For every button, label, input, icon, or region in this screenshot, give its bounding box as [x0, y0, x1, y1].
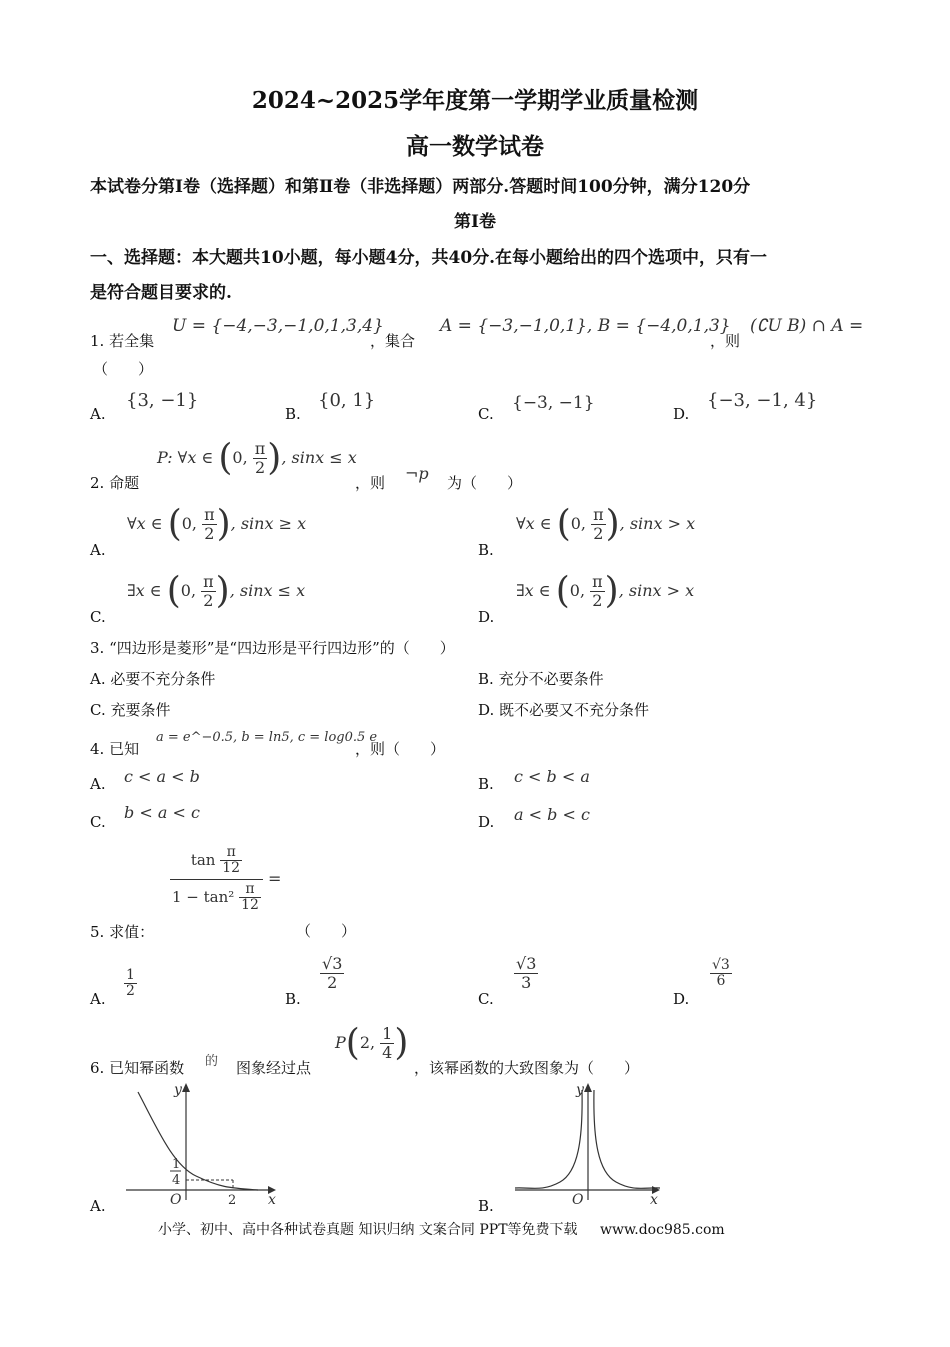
graph-a-quarter-num: 1	[172, 1157, 181, 1172]
q5-answer-paren: （ ）	[296, 922, 357, 940]
graph-b-y-arrow	[584, 1083, 592, 1092]
q1-option-c-label[interactable]: C.	[478, 405, 494, 423]
graph-a-origin: O	[170, 1192, 182, 1208]
q5-option-d-value: $\frac{√3}{6}$	[712, 957, 730, 990]
q2-close-paren: )	[267, 437, 282, 479]
q6-tail: ，该幂函数的大致图象为（ ）	[414, 1059, 640, 1077]
graph-a-y-label: y	[174, 1082, 182, 1098]
q2-neg-p: ¬p	[405, 464, 429, 483]
q1-answer-paren: （ ）	[93, 360, 154, 378]
q5-option-c-value: $\frac{√3}{3}$	[516, 954, 537, 992]
q2-option-a-value: ∀x ∈ (0, $\frac{\pi}{2}$ ), sinx ≥ x	[127, 503, 307, 545]
graph-b-origin: O	[572, 1192, 584, 1208]
graph-b-curve-left	[515, 1090, 582, 1188]
exam-intro: 本试卷分第I卷（选择题）和第Ⅱ卷（非选择题）两部分.答题时间100分钟，满分120分	[90, 177, 751, 197]
q1-option-c-value: {−3, −1}	[512, 393, 595, 413]
q3-option-d[interactable]: D. 既不必要又不充分条件	[478, 701, 650, 719]
q1-option-a-value: {3, −1}	[126, 390, 199, 411]
section-heading-line2: 是符合题目要求的.	[90, 283, 232, 303]
q5-option-b-value: $\frac{√3}{2}$	[322, 954, 343, 992]
q1-mid: ，集合	[370, 332, 416, 350]
q1-universal-set: U = {−4,−3,−1,0,1,3,4}	[172, 316, 384, 336]
graph-b-curve-right	[594, 1090, 660, 1188]
q1-sets-ab: A = {−3,−1,0,1}, B = {−4,0,1,3}	[440, 316, 731, 336]
q4-prefix: 4. 已知	[90, 740, 140, 758]
graph-a-x-label: x	[268, 1192, 276, 1208]
section-heading-line1: 一、选择题：本大题共10小题，每小题4分，共40分.在每小题给出的四个选项中，只有一	[90, 248, 768, 268]
q3-option-a[interactable]: A. 必要不充分条件	[90, 670, 216, 688]
q1-option-d-label[interactable]: D.	[673, 405, 690, 423]
q1-option-a-label[interactable]: A.	[90, 405, 106, 423]
q4-option-c-value: b < a < c	[124, 803, 200, 822]
q5-fraction: tan $\frac{\pi}{12}$ 1 − tan² $\frac{\pi}{12}$ =	[172, 844, 282, 914]
q6-de: 的	[205, 1054, 219, 1069]
q2-prefix: 2. 命题	[90, 474, 140, 492]
q5-equals: =	[268, 868, 282, 888]
q4-tail: ，则（ ）	[355, 740, 446, 758]
q2-interval-a: 0,	[232, 448, 248, 467]
q5-option-d-label[interactable]: D.	[673, 990, 690, 1008]
q2-p-tail: , sinx ≤ x	[281, 448, 357, 467]
graph-a-curve	[138, 1092, 258, 1190]
q6-prefix: 6. 已知幂函数	[90, 1059, 185, 1077]
q5-prefix: 5. 求值：	[90, 923, 155, 941]
q2-option-c-label[interactable]: C.	[90, 608, 106, 626]
graph-a-y-arrow	[182, 1083, 190, 1092]
q5-option-b-label[interactable]: B.	[285, 990, 301, 1008]
q2-pi-over-2: $\frac{\pi}{2}$	[254, 439, 266, 477]
q2-option-b-value: ∀x ∈ (0, $\frac{\pi}{2}$ ), sinx > x	[516, 503, 696, 545]
part-heading: 第I卷	[454, 212, 496, 232]
exam-title: 2024~2025学年度第一学期学业质量检测	[251, 87, 699, 114]
graph-b-y-label: y	[576, 1082, 584, 1098]
q4-option-a-label[interactable]: A.	[90, 775, 106, 793]
q6-mid: 图象经过点	[236, 1059, 312, 1077]
q2-option-b-label[interactable]: B.	[478, 541, 494, 559]
q2-option-d-label[interactable]: D.	[478, 608, 495, 626]
q6-option-a-label[interactable]: A.	[90, 1197, 106, 1215]
q3-stem: 3. “四边形是菱形”是“四边形是平行四边形”的（ ）	[90, 639, 455, 657]
q5-option-a-value: $\frac{1}{2}$	[126, 967, 135, 1000]
q2-open-paren: (	[218, 437, 233, 479]
q2-tail: 为（ ）	[447, 474, 523, 492]
q3-option-c[interactable]: C. 充要条件	[90, 701, 171, 719]
graph-a-two: 2	[228, 1193, 237, 1208]
q1-prefix: 1. 若全集	[90, 332, 155, 350]
q6-graph-a	[118, 1080, 283, 1210]
exam-subtitle: 高一数学试卷	[406, 133, 544, 160]
q1-expression: (∁U B) ∩ A =	[750, 316, 864, 336]
q1-option-b-label[interactable]: B.	[285, 405, 301, 423]
q2-then: ，则	[355, 474, 386, 492]
q1-then: ，则	[710, 332, 741, 350]
q4-option-d-value: a < b < c	[514, 805, 590, 824]
q4-option-c-label[interactable]: C.	[90, 813, 106, 831]
q4-option-a-value: c < a < b	[124, 767, 200, 786]
q5-option-a-label[interactable]: A.	[90, 990, 106, 1008]
q3-option-b[interactable]: B. 充分不必要条件	[478, 670, 604, 688]
q4-expression: a = e^−0.5, b = ln5, c = log0.5 e	[156, 730, 378, 745]
q4-option-b-value: c < b < a	[514, 767, 590, 786]
q6-option-b-label[interactable]: B.	[478, 1197, 494, 1215]
footer-url[interactable]: www.doc985.com	[599, 1222, 725, 1238]
footer-text: 小学、初中、高中各种试卷真题 知识归纳 文案合同 PPT等免费下载 www.doc985.com	[158, 1222, 725, 1238]
q4-option-d-label[interactable]: D.	[478, 813, 495, 831]
q2-proposition	[157, 434, 357, 483]
q4-option-b-label[interactable]: B.	[478, 775, 494, 793]
q2-p-head: P: ∀x ∈	[157, 448, 214, 467]
q6-point: P(2, $\frac{1}{4}$ )	[335, 1022, 409, 1064]
q5-option-c-label[interactable]: C.	[478, 990, 494, 1008]
q2-option-a-label[interactable]: A.	[90, 541, 106, 559]
q6-graph-b	[510, 1080, 670, 1210]
graph-a-quarter-den: 4	[172, 1173, 181, 1188]
q1-option-d-value: {−3, −1, 4}	[707, 390, 818, 411]
graph-b-x-label: x	[650, 1192, 658, 1208]
q2-option-d-value: ∃x ∈ (0, $\frac{\pi}{2}$ ), sinx > x	[516, 570, 695, 612]
q1-option-b-value: {0, 1}	[318, 390, 376, 411]
q2-option-c-value: ∃x ∈ (0, $\frac{\pi}{2}$ ), sinx ≤ x	[127, 570, 306, 612]
